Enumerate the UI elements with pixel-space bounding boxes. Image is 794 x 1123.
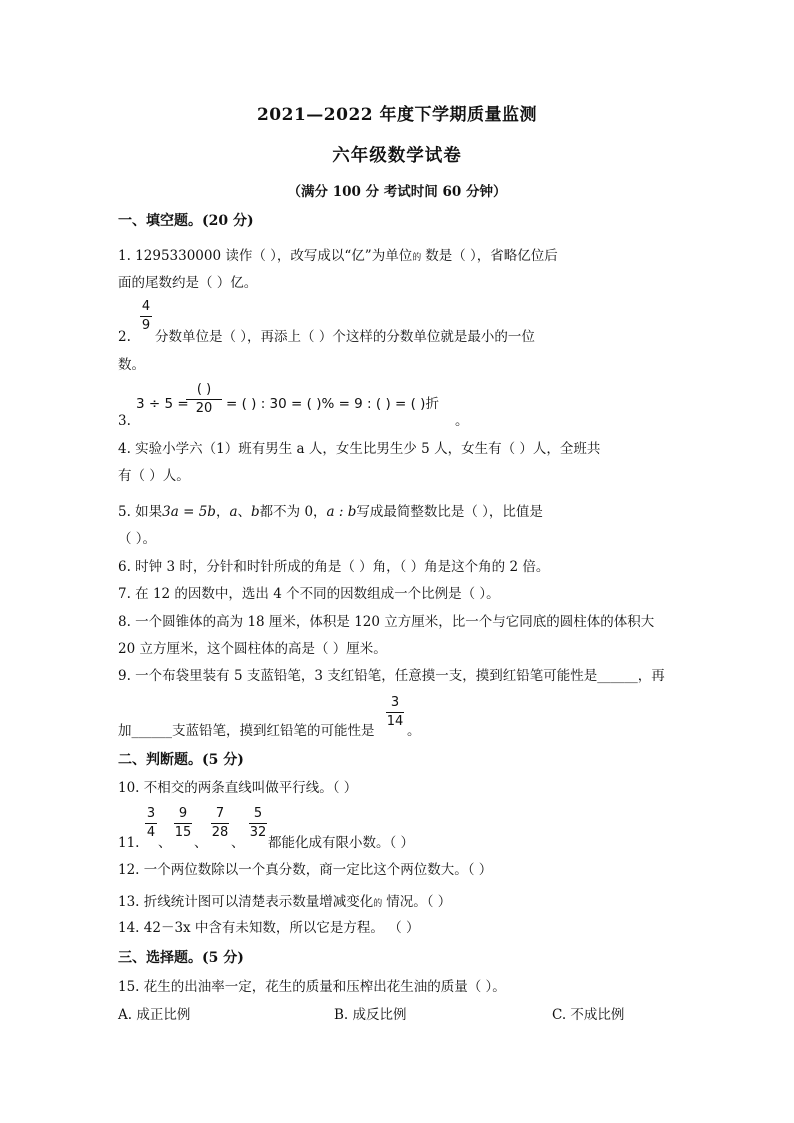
fraction-denominator: 32: [249, 825, 267, 840]
question-5-line2: （ ）。: [118, 531, 157, 547]
question-13-part1: 13. 折线统计图可以清楚表示数量增减变化: [118, 894, 374, 910]
exam-title-info: （满分 100 分 考试时间 60 分钟）: [287, 184, 507, 200]
question-3-end: 。: [455, 413, 469, 429]
question-11-sep-2: 、: [194, 835, 208, 851]
fraction-numerator: 4: [141, 299, 151, 314]
question-11-sep-1: 、: [158, 835, 172, 851]
question-3-chain: = ( ) : 30 = ( )% = 9 : ( ) = ( )折: [226, 396, 439, 412]
de-superscript: 的: [412, 253, 422, 263]
question-15-option-a: A. 成正比例: [118, 1007, 191, 1023]
question-9-line2: 加______支蓝铅笔，摸到红铅笔的可能性是: [118, 723, 375, 739]
fraction-bar: [186, 399, 222, 400]
question-13: [118, 893, 451, 911]
question-11-sep-3: 、: [231, 835, 245, 851]
fraction-denominator: 9: [141, 318, 151, 333]
fraction-numerator: 3: [390, 695, 400, 710]
exam-title-year: 2021—2022 年度下学期质量监测: [256, 105, 538, 125]
question-15-stem: 15. 花生的出油率一定，花生的质量和压榨出花生油的质量（ ）。: [118, 979, 506, 995]
question-5-prefix: 5. 如果: [118, 504, 163, 520]
fraction-bar: [174, 823, 192, 824]
fraction-numerator: 9: [178, 806, 188, 821]
fraction-bar: [145, 823, 157, 824]
question-11-fraction-1: [145, 807, 157, 840]
fraction-bar: [211, 823, 229, 824]
fraction-denominator: 15: [174, 825, 192, 840]
question-2-line2: 数。: [118, 357, 145, 373]
question-5-mid: 都不为 0，: [259, 504, 327, 520]
fraction-numerator: 3: [146, 806, 156, 821]
question-15-option-b: B. 成反比例: [334, 1007, 407, 1023]
question-5-sep1: ，: [215, 504, 230, 520]
question-4-line1: 4. 实验小学六（1）班有男生 a 人，女生比男生少 5 人，女生有（ ）人，全班共: [118, 441, 601, 457]
question-14: 14. 42－3x 中含有未知数，所以它是方程。 （ ）: [118, 920, 420, 936]
question-10: 10. 不相交的两条直线叫做平行线。（ ）: [118, 780, 358, 796]
question-13-part2: 情况。（ ）: [386, 894, 452, 910]
question-5-var-a: a: [229, 504, 238, 520]
question-11-number: 11.: [118, 835, 140, 851]
question-12: 12. 一个两位数除以一个真分数，商一定比这个两位数大。（ ）: [118, 862, 493, 878]
fraction-numerator: 7: [215, 806, 225, 821]
question-3-lhs: 3 ÷ 5 =: [136, 396, 189, 412]
section-fill-in: 一、填空题。(20 分): [118, 213, 254, 229]
question-11-fraction-4: [249, 807, 267, 840]
question-1-line1: [118, 247, 558, 265]
question-2-number: 2.: [118, 329, 131, 345]
fraction-bar: [386, 712, 404, 713]
exam-title-grade: 六年级数学试卷: [332, 146, 462, 166]
question-5-sep2: 、: [237, 504, 251, 520]
question-4-line2: 有（ ）人。: [118, 468, 190, 484]
question-3-number: 3.: [118, 413, 131, 429]
question-9-line1: 9. 一个布袋里装有 5 支蓝铅笔，3 支红铅笔，任意摸一支，摸到红铅笔可能性是______，再: [118, 668, 665, 684]
question-11-suffix: 都能化成有限小数。（ ）: [268, 835, 415, 851]
question-1-line2: 面的尾数约是（ ）亿。: [118, 275, 258, 291]
section-true-false: 二、判断题。(5 分): [118, 752, 244, 768]
question-2-text: 分数单位是（ ），再添上（ ）个这样的分数单位就是最小的一位: [155, 329, 535, 345]
question-11-fraction-3: [211, 807, 229, 840]
question-9-fraction: [386, 696, 404, 729]
question-9-end: 。: [407, 723, 421, 739]
question-3-fraction: [186, 383, 222, 416]
fraction-numerator: 5: [253, 806, 263, 821]
question-5-suffix: 写成最简整数比是（ ），比值是: [356, 504, 543, 520]
fraction-bar: [249, 823, 267, 824]
question-1-part1: 1. 1295330000 读作（ ），改写成以“亿”为单位: [118, 248, 413, 264]
question-1-part2: 数是（ ），省略亿位后: [425, 248, 558, 264]
section-multiple-choice: 三、选择题。(5 分): [118, 950, 244, 966]
fraction-denominator: 28: [211, 825, 229, 840]
de-superscript: 的: [373, 899, 383, 909]
question-15-option-c: C. 不成比例: [552, 1007, 625, 1023]
fraction-denominator: 14: [386, 714, 404, 729]
fraction-bar: [140, 316, 152, 317]
question-5-var-b: b: [251, 504, 260, 520]
question-6: 6. 时钟 3 时，分针和时针所成的角是（ ）角，（ ）角是这个角的 2 倍。: [118, 559, 550, 575]
fraction-numerator: ( ): [196, 382, 212, 397]
fraction-denominator: 4: [146, 825, 156, 840]
question-8-line2: 20 立方厘米，这个圆柱体的高是（ ）厘米。: [118, 641, 387, 657]
question-8-line1: 8. 一个圆锥体的高为 18 厘米，体积是 120 立方厘米，比一个与它同底的圆柱体的体积大: [118, 614, 655, 630]
question-11-fraction-2: [174, 807, 192, 840]
question-5-ratio: a : b: [326, 504, 357, 520]
question-5-line1: [118, 503, 543, 521]
fraction-denominator: 20: [195, 401, 213, 416]
question-2-fraction: [140, 300, 152, 333]
question-5-equation: 3a = 5b: [162, 504, 216, 520]
question-7: 7. 在 12 的因数中，选出 4 个不同的因数组成一个比例是（ ）。: [118, 586, 500, 602]
